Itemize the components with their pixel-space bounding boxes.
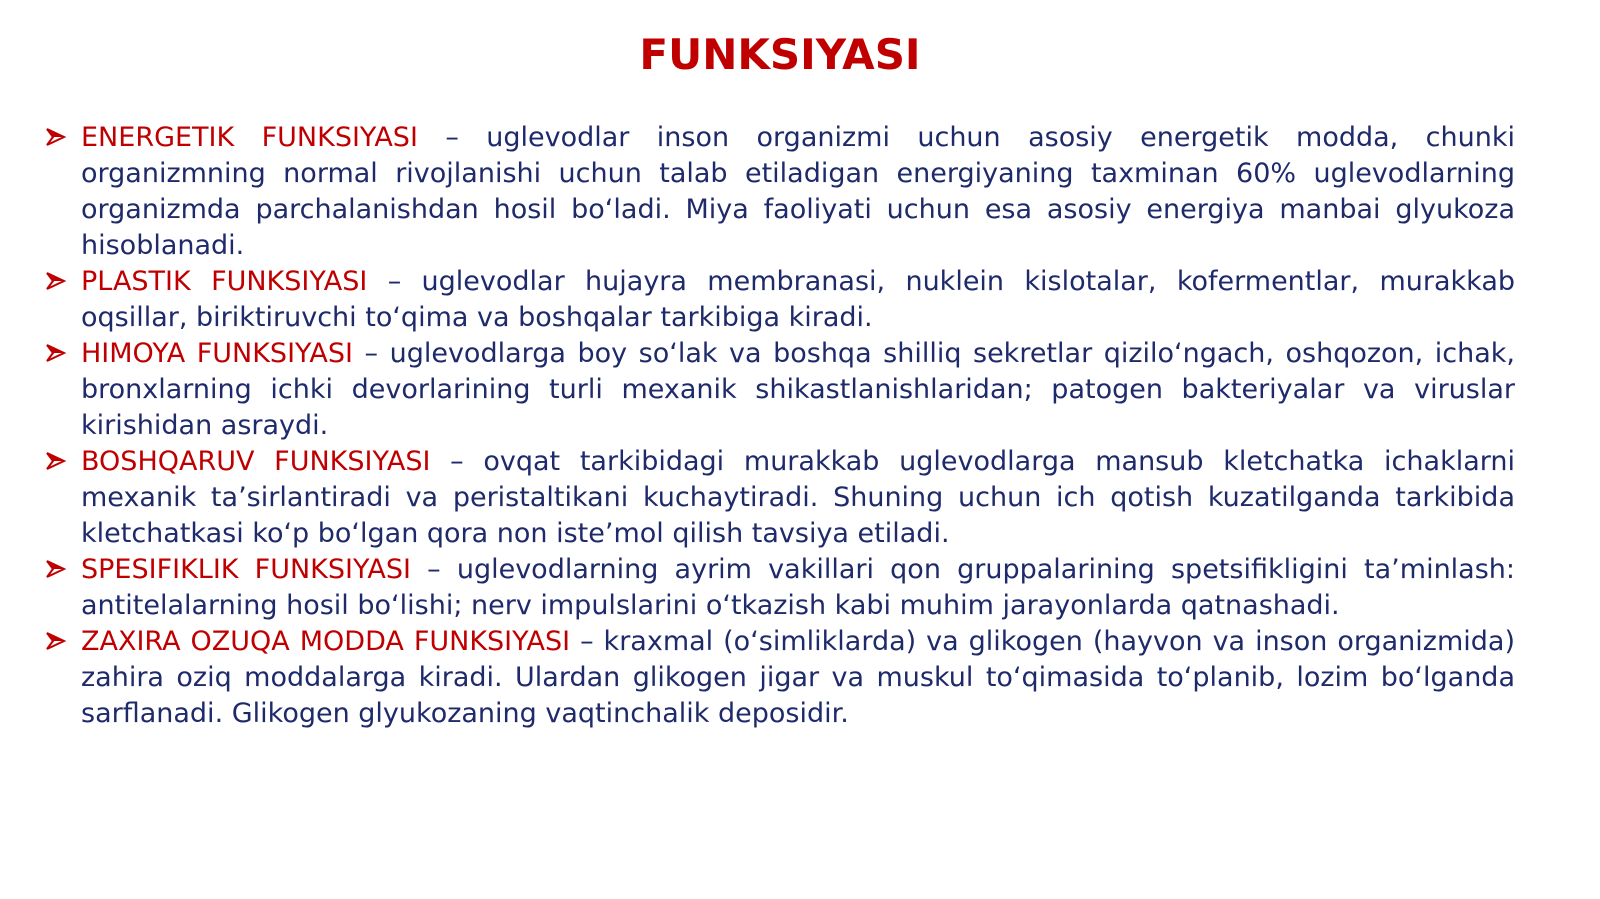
arrow-bullet-icon <box>45 450 67 472</box>
item-text: – uglevodlarga boy so‘lak va boshqa shilliq sekretlar qizilo‘ngach, oshqozon, ichak, bronxlarning ichki devorlarining turli mexanik shikastlanishlaridan; patogen bakteriyalar va viruslar kirishidan asraydi. <box>81 338 1515 441</box>
item-keyword: HIMOYA FUNKSIYASI <box>81 338 354 369</box>
item-text: – uglevodlar hujayra membranasi, nuklein kislotalar, kofermentlar, murakkab oqsillar, biriktiruvchi to‘qima va boshqalar tarkibiga kiradi. <box>81 266 1515 333</box>
item-keyword: SPESIFIKLIK FUNKSIYASI <box>81 554 411 585</box>
function-list <box>45 120 1515 732</box>
item-text: – kraxmal (o‘simliklarda) va glikogen (hayvon va inson organizmida) zahira oziq moddalarga kiradi. Ulardan glikogen jigar va muskul to‘qimasida to‘planib, lozim bo‘lganda sarflanadi. Glikogen glyukozaning vaqtinchalik deposidir. <box>81 626 1515 729</box>
list-item-himoya <box>45 336 1515 444</box>
slide-title: FUNKSIYASI <box>639 30 921 79</box>
item-text: – ovqat tarkibidagi murakkab uglevodlarga mansub kletchatka ichaklarni mexanik ta’sirlantiradi va peristaltikani kuchaytiradi. Shuning uchun ich qotish kuzatilganda tarkibida kletchatkasi ko‘p bo‘lgan qora non iste’mol qilish tavsiya etiladi. <box>81 446 1515 549</box>
item-keyword: BOSHQARUV FUNKSIYASI <box>81 446 431 477</box>
arrow-bullet-icon <box>45 630 67 652</box>
list-item-zaxira <box>45 624 1515 732</box>
arrow-bullet-icon <box>45 342 67 364</box>
list-item-spesifiklik <box>45 552 1515 624</box>
item-keyword: ENERGETIK FUNKSIYASI <box>81 122 418 153</box>
arrow-bullet-icon <box>45 558 67 580</box>
list-item-plastik <box>45 264 1515 336</box>
item-keyword: PLASTIK FUNKSIYASI <box>81 266 368 297</box>
item-text: – uglevodlarning ayrim vakillari qon gruppalarining spetsifikligini ta’minlash: antitelalarning hosil bo‘lishi; nerv impulslarini o‘tkazish kabi muhim jarayonlarda qatnashadi. <box>81 554 1516 621</box>
list-item-boshqaruv <box>45 444 1515 552</box>
arrow-bullet-icon <box>45 270 67 292</box>
item-keyword: ZAXIRA OZUQA MODDA FUNKSIYASI <box>81 626 571 657</box>
list-item-energetik <box>45 120 1515 264</box>
item-text: – uglevodlar inson organizmi uchun asosiy energetik modda, chunki organizmning normal rivojlanishi uchun talab etiladigan energiyaning taxminan 60% uglevodlarning organizmda parchalanishdan hosil bo‘ladi. Miya faoliyati uchun esa asosiy energiya manbai glyukoza hisoblanadi. <box>81 122 1515 261</box>
arrow-bullet-icon <box>45 126 67 148</box>
